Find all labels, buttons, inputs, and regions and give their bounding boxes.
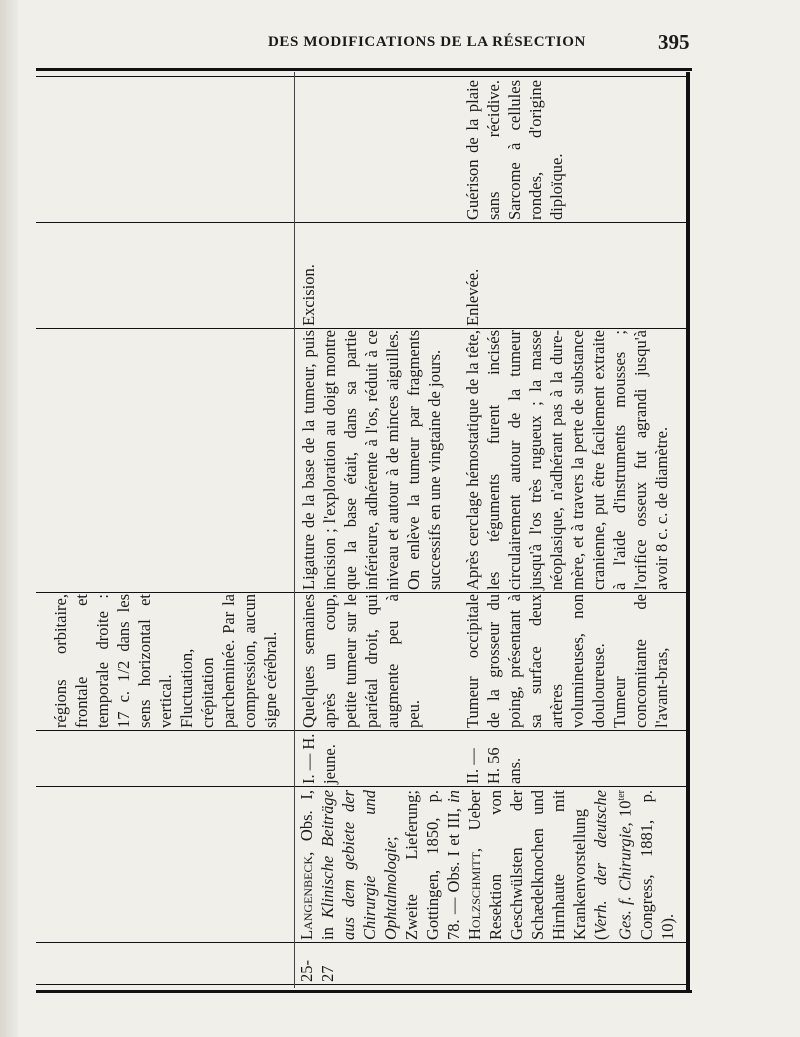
table-bottom-rule-thin (36, 984, 686, 985)
page-edge (0, 0, 18, 1037)
outcome-2: Guérison de la plaie sans récidive. Sarcome à cellules rondes, d'origine diploïque. (463, 80, 566, 220)
table-top-rule-thin (36, 76, 686, 77)
source-text (296, 790, 678, 940)
result-cell-2 (462, 226, 483, 326)
result-cell-1 (298, 226, 319, 326)
source-journal: Klinische Beiträge aus dem gebiete der Chirurgie und Ophtalmologie (318, 790, 400, 940)
continuation-text: régions orbitaire, frontale et temporale droite : 17 c. 1/2 dans les sens horizontal et vertical. Fluctuation, crépitation parcheminée. Par la compression, aucun signe cérébral. (51, 594, 280, 728)
source-part5: Congress, 1881, p. 10). (636, 790, 677, 940)
page-header (0, 30, 800, 58)
column-separator-3 (36, 592, 686, 593)
source-part4: , 10 (615, 800, 635, 827)
table-right-rule (686, 72, 690, 992)
source-journal2: Verh. der deutsche Ges. f. Chirurgie (591, 790, 635, 940)
operation-2: Après cerclage hémostatique de la tête, les téguments furent incisés circulairement autour de la tumeur jusqu'à l'os très rugueux ; la masse néoplasique, n'adhérant pas à la dure-mère, et à travers la perte de substance cranienne, put être facilement extraite à l'aide d'instruments mousses ; l'orifice osseux fut agrandi jusqu'à avoir 8 c. c. de diamètre. (463, 330, 671, 590)
table-bottom-rule (36, 990, 692, 993)
operation-cell-1 (298, 330, 445, 590)
symptoms-1: Quelques semaines après un coup, petite tumeur sur le pariétal droit, qui augmente peu à peu. (299, 594, 423, 728)
source-part2: ; Zweite Lieferung; Gottingen, 1850, p. 78. — Obs. I et III, (381, 790, 463, 940)
column-separator-2 (36, 328, 686, 329)
result-2: Enlevée. (463, 268, 482, 326)
outcome-cell-2 (462, 80, 567, 220)
case-number-text: 25-27 (297, 960, 337, 982)
row-separator (294, 72, 295, 988)
result-1: Excision. (299, 264, 318, 326)
patient-2: II. — H. 56 ans. (463, 747, 524, 784)
operation-1: Ligature de la base de la tumeur, puis incision ; l'exploration au doigt montre que la base était, dans sa partie inférieure, adhérente à l'os, réduit à ce niveau et autour à de minces aiguilles. On enlève la tumeur par fragments successifs en une vingtaine de jours. (299, 330, 444, 590)
patient-cell-2 (462, 730, 525, 784)
patient-cell-1 (298, 730, 340, 784)
source-in: in (444, 790, 463, 803)
previous-case-continuation (50, 594, 281, 728)
source-author: Langenbeck (297, 855, 316, 940)
operation-cell-2 (462, 330, 672, 590)
table-top-rule (36, 68, 692, 71)
column-separator-1 (36, 222, 686, 223)
running-title: DES MODIFICATIONS DE LA RÉSECTION (268, 34, 586, 50)
patient-1: I. — H. jeune. (299, 733, 339, 784)
page-number: 395 (658, 30, 690, 54)
source-cell (296, 790, 678, 940)
source-part1: , Obs. I, in (297, 790, 337, 940)
case-number (296, 946, 338, 982)
column-separator-5 (36, 786, 686, 787)
source-superscript: ter (616, 790, 627, 801)
column-separator-4 (36, 730, 686, 731)
symptoms-2: Tumeur occipitale de la grosseur du poing, présentant à sa surface deux artères volumineuses, non douloureuse. Tumeur concomitante de l'avant-bras, (463, 594, 671, 728)
symptoms-cell-2 (462, 594, 672, 728)
column-separator-6 (36, 942, 686, 943)
source-part3: , Ueber Resektion von Geschwülsten der Schædelknochen und Hirnhaute mit Krankenvorstellung ( (465, 790, 610, 940)
source-author2: Holzschmitt (465, 852, 484, 940)
symptoms-cell-1 (298, 594, 424, 728)
